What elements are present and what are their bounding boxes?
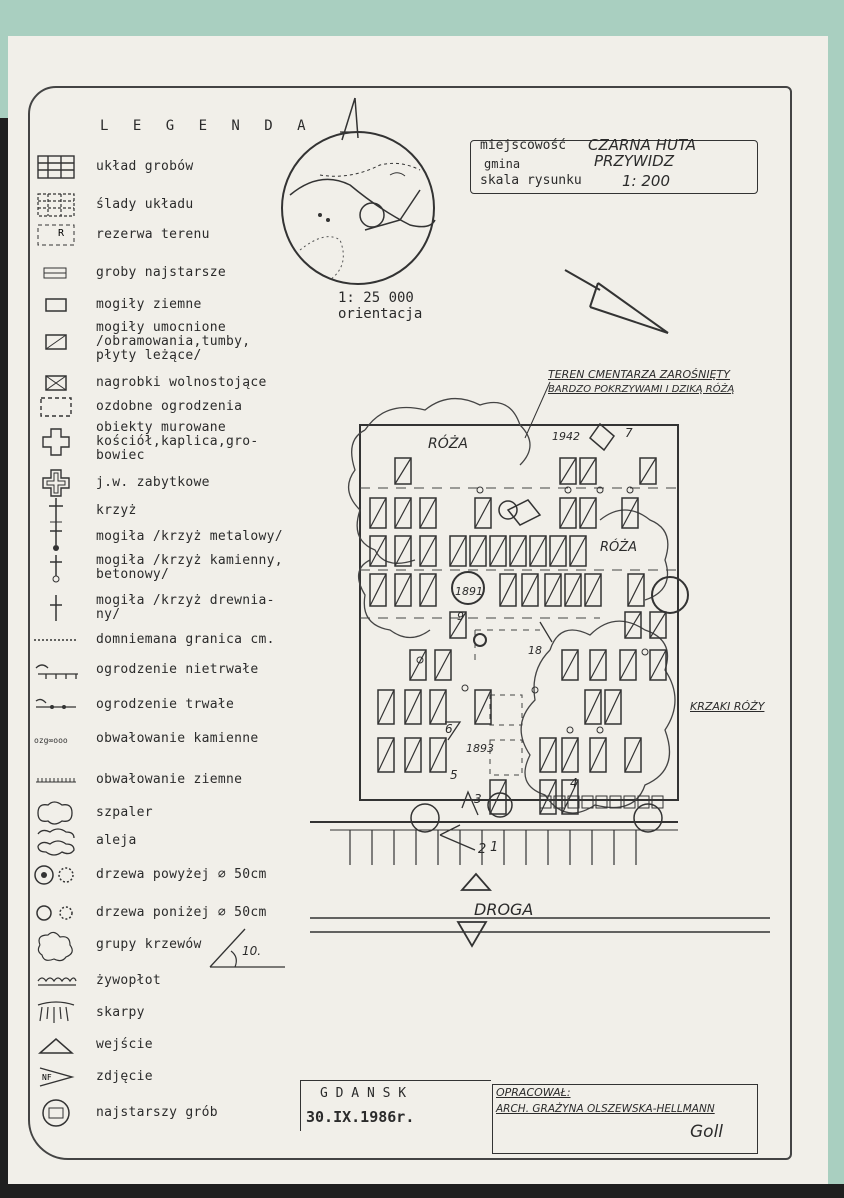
svg-text:NF: NF (42, 1073, 52, 1082)
inset-caption: orientacja (338, 306, 423, 322)
tree-row-icon (34, 800, 78, 826)
grave-diagonal (640, 458, 656, 484)
road-label: DROGA (474, 900, 534, 919)
grave-diagonal (605, 690, 621, 724)
grave-diagonal (550, 536, 566, 566)
cross-marker (597, 727, 603, 733)
grave-diagonal (585, 690, 601, 724)
grave-diagonal (628, 574, 644, 606)
alley-icon (34, 828, 78, 854)
entrance-icon (34, 1032, 78, 1058)
stone-cross-grave-icon (34, 555, 78, 581)
grave-diagonal (585, 574, 601, 606)
legend-item (34, 860, 334, 890)
legend-item (34, 765, 334, 795)
grave-diagonal (420, 498, 436, 528)
legend-item-label: mogiła /krzyż kamienny, betonowy/ (96, 553, 283, 582)
big-tree-icon (34, 862, 78, 888)
grave-diagonal (395, 498, 411, 528)
legend-item-label: drzewa powyżej ∅ 50cm (96, 867, 267, 882)
grave-diagonal (405, 690, 421, 724)
legend-item-label: mogiły umocnione /obramowania,tumby, płyty leżące/ (96, 320, 251, 363)
grave-diagonal (580, 498, 596, 528)
grid-layout-icon (34, 154, 78, 180)
legend-item-label: krzyż (96, 503, 137, 518)
photo-num-6: 6 (445, 722, 453, 736)
map-note-line1: TEREN CMENTARZA ZAROŚNIĘTY (548, 368, 730, 381)
grave-diagonal (430, 738, 446, 772)
cross-marker (532, 687, 538, 693)
photo-num-9: 9 (457, 610, 464, 623)
cross-marker (642, 649, 648, 655)
reserve-r-icon (34, 222, 78, 248)
earth-embankment-icon (34, 767, 78, 793)
grave-diagonal (490, 536, 506, 566)
legend-item (34, 420, 334, 464)
footer-city: G D A N S K (320, 1086, 407, 1101)
grave-diagonal (560, 498, 576, 528)
grave-diagonal (530, 536, 546, 566)
legend-item (34, 826, 334, 856)
historic-building-icon (34, 470, 78, 496)
grave-diagonal (370, 574, 386, 606)
north-arrow-icon (560, 265, 680, 345)
year-1893: 1893 (466, 742, 494, 755)
small-plot (582, 796, 593, 808)
grave-diagonal (405, 738, 421, 772)
legend-item (34, 320, 334, 364)
grave-diagonal (430, 690, 446, 724)
grave-diagonal (370, 536, 386, 566)
legend-item-label: skarpy (96, 1005, 145, 1020)
legend-item-label: groby najstarsze (96, 265, 227, 280)
legend-item-label: ogrodzenie nietrwałe (96, 662, 259, 677)
grave-diagonal (560, 458, 576, 484)
legend-item (34, 655, 334, 685)
legend-item (34, 1030, 334, 1060)
grave-diagonal (545, 574, 561, 606)
oldest-grave-icon (34, 1100, 78, 1126)
legend-item-label: ogrodzenie trwałe (96, 697, 235, 712)
legend-item (34, 550, 334, 586)
photo-num-1: 1 (490, 840, 499, 855)
photo-num-4: 4 (570, 776, 578, 790)
grave-diagonal (378, 738, 394, 772)
legend-item (34, 998, 334, 1028)
legend-item (34, 468, 334, 498)
commune-value: PRZYWIDZ (594, 152, 674, 170)
legend-item-label: rezerwa terenu (96, 227, 210, 242)
signature: Goll (690, 1122, 724, 1142)
author-name: ARCH. GRAŻYNA OLSZEWSKA-HELLMANN (496, 1103, 715, 1115)
legend-item-label: j.w. zabytkowe (96, 475, 210, 490)
prepared-label: OPRACOWAŁ: (496, 1086, 571, 1099)
legend-item (34, 1062, 334, 1092)
shrub-group-icon (34, 932, 78, 958)
grave-diagonal (522, 574, 538, 606)
svg-text:R: R (58, 228, 65, 239)
grave-diagonal (378, 690, 394, 724)
photo-num-2: 2 (478, 842, 487, 857)
legend-item-label: obwałowanie ziemne (96, 772, 243, 787)
photo-num-5: 5 (450, 768, 458, 782)
grave-diagonal (510, 536, 526, 566)
legend-item (34, 690, 334, 720)
legend-item-label: ozdobne ogrodzenia (96, 399, 243, 414)
grave-diagonal (420, 536, 436, 566)
temporary-fence-icon (34, 657, 78, 683)
legend-item-label: aleja (96, 833, 137, 848)
grave-diagonal (435, 650, 451, 680)
orientation-inset-map (280, 90, 450, 310)
small-plot (610, 796, 621, 808)
place-value: CZARNA HUTA (588, 136, 696, 154)
map-note-line2: BARDZO POKRZYWAMI I DZIKĄ RÓŻĄ (548, 384, 735, 395)
grave-diagonal (450, 536, 466, 566)
grave-diagonal (500, 574, 516, 606)
legend-item-label: obiekty murowane kościół,kaplica,gro- bowiec (96, 420, 259, 463)
legend-item-label: żywopłot (96, 973, 162, 988)
cemetery-plan (300, 360, 720, 880)
legend-item (34, 392, 334, 422)
legend-item (34, 522, 334, 552)
legend-item-label: zdjęcie (96, 1069, 153, 1084)
footer-date: 30.IX.1986r. (306, 1108, 415, 1126)
cross-marker (477, 487, 483, 493)
grave-diagonal (590, 650, 606, 680)
legend-item-label: najstarszy grób (96, 1105, 218, 1120)
legend-item-label: szpaler (96, 805, 153, 820)
legend-item (34, 630, 334, 650)
grave-diagonal (470, 536, 486, 566)
scale-label: skala rysunku (480, 173, 582, 188)
plan-label-roza-1: RÓŻA (428, 436, 468, 452)
grave-diagonal (395, 458, 411, 484)
legend-item-label: układ grobów (96, 159, 194, 174)
legend-item-label: mogiła /krzyż metalowy/ (96, 529, 283, 544)
slope-icon (34, 1000, 78, 1026)
cross-marker (462, 685, 468, 691)
photo-direction-icon (34, 1064, 78, 1090)
legend-item (34, 1098, 334, 1128)
plan-label-roza-2: RÓŻA (600, 540, 638, 555)
photo-num-7: 7 (625, 426, 633, 440)
legend-title: L E G E N D A (100, 118, 314, 134)
legend-item-label: nagrobki wolnostojące (96, 375, 267, 390)
decorative-fence-icon (34, 394, 78, 420)
church-building-icon (34, 429, 78, 455)
grave-diagonal (475, 690, 491, 724)
grave-diagonal (475, 498, 491, 528)
legend-item-label: drzewa poniżej ∅ 50cm (96, 905, 267, 920)
year-1891: 1891 (455, 585, 483, 598)
plan-label-krzaki: KRZAKI RÓŻY (690, 700, 765, 713)
grave-diagonal (420, 574, 436, 606)
grave-diagonal (565, 574, 581, 606)
legend-item-label: ślady układu (96, 197, 194, 212)
legend-item-label: mogiła /krzyż drewnia- ny/ (96, 593, 275, 622)
svg-text:ozg∞ooo: ozg∞ooo (34, 736, 68, 745)
photo-num-3: 3 (474, 792, 482, 806)
grave-diagonal (650, 650, 666, 680)
wooden-cross-grave-icon (34, 595, 78, 621)
hedge-icon (34, 968, 78, 994)
grave-diagonal (580, 458, 596, 484)
grave-diagonal (625, 612, 641, 638)
legend-item (34, 590, 334, 626)
grave-diagonal (562, 738, 578, 772)
small-plot (652, 796, 663, 808)
photo-num-10: 10. (242, 944, 262, 958)
grave-diagonal (570, 536, 586, 566)
legend-item-label: obwałowanie kamienne (96, 731, 259, 746)
dashed-grid-icon (34, 192, 78, 218)
cross-marker (567, 727, 573, 733)
legend-item-label: wejście (96, 1037, 153, 1052)
stone-embankment-icon (34, 726, 78, 752)
road-lines (310, 880, 770, 940)
commune-label: gmina (484, 157, 521, 171)
oldest-graves-icon (34, 260, 78, 286)
year-1942: 1942 (552, 430, 580, 443)
grave-diagonal (625, 738, 641, 772)
dotted-line-icon (34, 627, 78, 653)
inset-scale: 1: 25 000 (338, 290, 414, 306)
metal-cross-grave-icon (34, 524, 78, 550)
small-tree-icon (34, 900, 78, 926)
scan-shadow-bottom (0, 1184, 844, 1198)
permanent-fence-icon (34, 692, 78, 718)
grave-diagonal (650, 612, 666, 638)
legend-item (34, 898, 334, 928)
earth-grave-icon (34, 292, 78, 318)
grave-diagonal (410, 650, 426, 680)
scale-value: 1: 200 (622, 172, 670, 190)
legend-item-label: mogiły ziemne (96, 297, 202, 312)
grave-diagonal (490, 780, 506, 814)
legend-item-label: domniemana granica cm. (96, 632, 275, 647)
grave-diagonal (590, 738, 606, 772)
grave-diagonal (395, 574, 411, 606)
reinforced-grave-icon (34, 329, 78, 355)
photo-num-18: 18 (528, 644, 542, 657)
grave-diagonal (562, 650, 578, 680)
legend-item (34, 798, 334, 828)
grave-diagonal (540, 738, 556, 772)
legend-item-label: grupy krzewów (96, 937, 202, 952)
legend-item (34, 724, 334, 754)
cross-icon (34, 498, 78, 524)
grave-diagonal (620, 650, 636, 680)
grave-diagonal (622, 498, 638, 528)
place-label: miejscowość (480, 138, 567, 153)
grave-diagonal (370, 498, 386, 528)
